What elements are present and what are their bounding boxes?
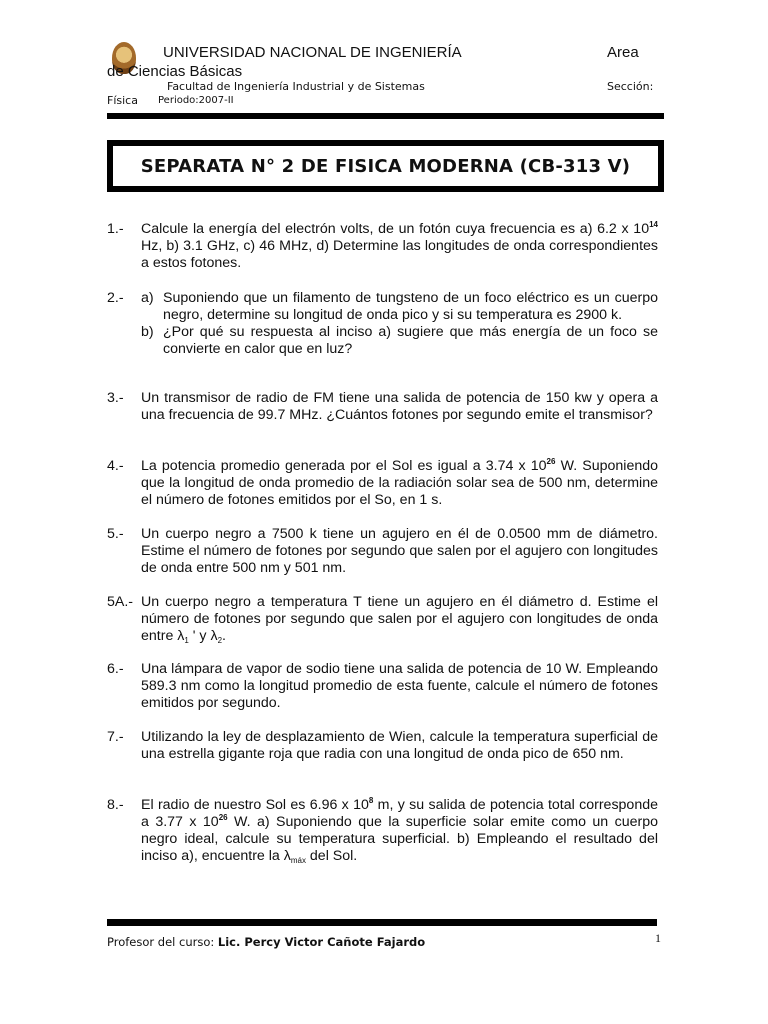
- section-label: Sección:: [607, 80, 654, 93]
- problem-number: 6.-: [107, 661, 124, 677]
- text-fragment: del Sol.: [305, 848, 358, 864]
- footer: [107, 935, 425, 949]
- text-fragment: ' y: [188, 628, 211, 644]
- lambda-symbol: λ: [283, 848, 291, 864]
- subitem-b: [141, 324, 658, 358]
- problem-text: [141, 797, 658, 865]
- problem-text: [141, 221, 658, 272]
- problem-number: 2.-: [107, 290, 124, 306]
- header-divider: [107, 113, 664, 119]
- subscript: 1: [184, 636, 189, 645]
- problem-5a: [107, 594, 658, 645]
- subitem-text: Suponiendo que un filamento de tungsteno de un foco eléctrico es un cuerpo negro, determine su longitud de onda pico y si su temperatura es 2900 k.: [163, 290, 658, 323]
- exponent: 8: [368, 796, 374, 805]
- university-name: UNIVERSIDAD NACIONAL DE INGENIERÍA: [163, 44, 462, 61]
- title-box: [107, 140, 664, 192]
- subitem-text: ¿Por qué su respuesta al inciso a) sugiere que más energía de un foco se convierte en calor que en luz?: [163, 324, 658, 357]
- problem-number: 5A.-: [107, 594, 134, 610]
- subscript: máx: [290, 856, 306, 865]
- subscript: 2: [217, 636, 223, 645]
- text-fragment: Hz, b) 3.1 GHz, c) 46 MHz, d) Determine las longitudes de onda correspondientes a estos fotones.: [141, 238, 658, 271]
- page-number: 1: [655, 931, 661, 945]
- lambda-symbol: λ: [177, 628, 185, 644]
- lambda-symbol: λ: [210, 628, 218, 644]
- problem-6: [107, 661, 658, 712]
- text-fragment: El radio de nuestro Sol es 6.96 x 10: [141, 797, 369, 813]
- exponent: 26: [218, 813, 228, 822]
- text-fragment: .: [222, 628, 226, 644]
- text-fragment: W. a) Suponiendo que la superficie solar emite como un cuerpo negro ideal, calcule su temperatura superficial. b) Empleando el resultado del inciso a), encuentre la: [141, 814, 658, 864]
- faculty-name: Facultad de Ingeniería Industrial y de Sistemas: [167, 80, 425, 93]
- problem-number: 4.-: [107, 458, 124, 474]
- exponent: 14: [649, 220, 658, 229]
- problem-text: Una lámpara de vapor de sodio tiene una salida de potencia de 10 W. Empleando 589.3 nm como la longitud promedio de esta fuente, calcule el número de fotones emitidos por segundo.: [141, 661, 658, 711]
- problem-text: Utilizando la ley de desplazamiento de Wien, calcule la temperatura superficial de una estrella gigante roja que radia con una longitud de onda pico de 650 nm.: [141, 729, 658, 762]
- problem-text: [141, 458, 658, 509]
- text-fragment: Un cuerpo negro a temperatura T tiene un agujero en él diámetro d. Estime el número de fotones por segundo que salen por el agujero con longitudes de onda entre: [141, 594, 658, 644]
- problem-number: 1.-: [107, 221, 124, 237]
- text-fragment: Calcule la energía del electrón volts, de un fotón cuya frecuencia es a) 6.2 x 10: [141, 221, 650, 237]
- period-label: Periodo:2007-II: [158, 95, 234, 106]
- problem-3: [107, 390, 658, 424]
- problem-8: [107, 797, 658, 865]
- text-fragment: m, y su salida de potencia total corresponde a 3.77 x 10: [141, 797, 658, 830]
- problem-2: [107, 290, 658, 358]
- problem-text: [141, 290, 658, 358]
- subitem-label: b): [141, 324, 154, 340]
- problem-text: Un transmisor de radio de FM tiene una salida de potencia de 150 kw y opera a una frecuencia de 99.7 MHz. ¿Cuántos fotones por segundo emite el transmisor?: [141, 390, 658, 423]
- problem-7: [107, 729, 658, 763]
- text-fragment: W. Suponiendo que la longitud de onda promedio de la radiación solar sea de 500 nm, determine el número de fotones emitidos por el So, en 1 s.: [141, 458, 659, 508]
- text-fragment: La potencia promedio generada por el Sol es igual a 3.74 x 10: [141, 458, 547, 474]
- footer-divider: [107, 919, 657, 926]
- subitem-a: [141, 290, 658, 324]
- problem-5: [107, 526, 658, 577]
- problem-text: Un cuerpo negro a 7500 k tiene un agujero en él de 0.0500 mm de diámetro. Estime el número de fotones por segundo que salen por el agujero con longitudes de onda entre 500 nm y 501 nm.: [141, 526, 658, 576]
- problem-text: [141, 594, 658, 645]
- area-name: de Ciencias Básicas: [107, 63, 243, 80]
- professor-name: Lic. Percy Victor Cañote Fajardo: [217, 935, 426, 949]
- problem-number: 8.-: [107, 797, 124, 813]
- footer-label: Profesor del curso:: [107, 935, 218, 949]
- problem-number: 7.-: [107, 729, 124, 745]
- problem-4: [107, 458, 658, 509]
- section-value: Física: [107, 94, 138, 107]
- problem-number: 3.-: [107, 390, 124, 406]
- area-label: Area: [607, 44, 639, 61]
- problem-1: [107, 221, 658, 272]
- document-title: SEPARATA N° 2 DE FISICA MODERNA (CB-313 V): [140, 155, 631, 177]
- exponent: 26: [546, 457, 556, 466]
- problem-number: 5.-: [107, 526, 124, 542]
- subitem-label: a): [141, 290, 154, 306]
